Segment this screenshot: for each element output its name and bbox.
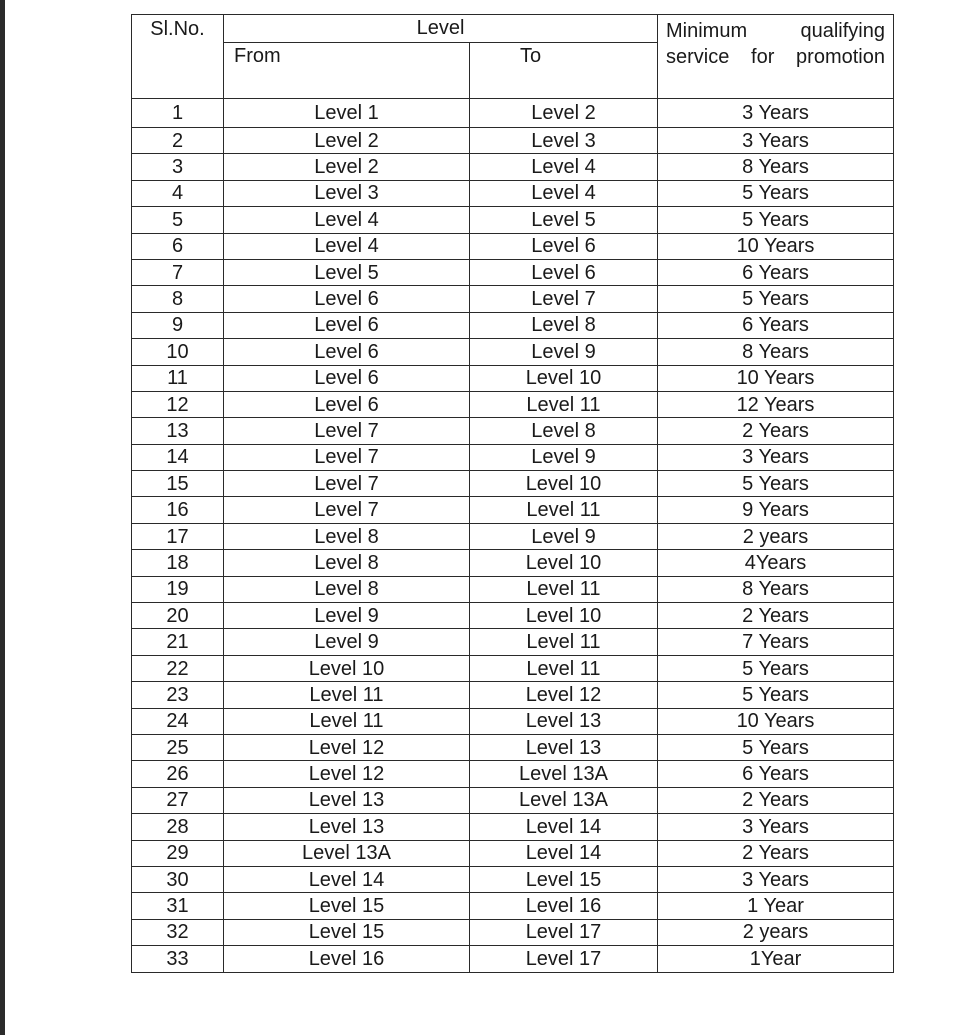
table-row — [132, 761, 894, 787]
table-row — [132, 919, 894, 945]
header-min-service — [658, 15, 894, 99]
cell-sl-no: 21 — [132, 629, 224, 655]
cell-from-level: Level 7 — [224, 497, 470, 523]
table-row — [132, 814, 894, 840]
promotion-table — [131, 14, 894, 973]
table-body — [132, 99, 894, 973]
cell-min-service: 5 Years — [658, 207, 894, 233]
cell-sl-no: 18 — [132, 550, 224, 576]
cell-from-level: Level 5 — [224, 259, 470, 285]
cell-from-level: Level 14 — [224, 866, 470, 892]
cell-from-level: Level 9 — [224, 629, 470, 655]
cell-min-service: 10 Years — [658, 708, 894, 734]
cell-sl-no: 7 — [132, 259, 224, 285]
cell-to-level: Level 14 — [470, 840, 658, 866]
cell-to-level: Level 16 — [470, 893, 658, 919]
table-row — [132, 893, 894, 919]
cell-min-service: 2 Years — [658, 787, 894, 813]
page-left-edge — [0, 0, 5, 1035]
cell-min-service: 4Years — [658, 550, 894, 576]
cell-from-level: Level 3 — [224, 180, 470, 206]
cell-sl-no: 14 — [132, 444, 224, 470]
cell-sl-no: 11 — [132, 365, 224, 391]
table-row — [132, 286, 894, 312]
cell-to-level: Level 13A — [470, 787, 658, 813]
table-row — [132, 233, 894, 259]
table-row — [132, 603, 894, 629]
cell-sl-no: 1 — [132, 99, 224, 128]
cell-min-service: 2 years — [658, 523, 894, 549]
table-row — [132, 444, 894, 470]
cell-from-level: Level 2 — [224, 154, 470, 180]
cell-to-level: Level 10 — [470, 365, 658, 391]
table-row — [132, 550, 894, 576]
cell-min-service: 5 Years — [658, 286, 894, 312]
table-row — [132, 734, 894, 760]
cell-to-level: Level 10 — [470, 603, 658, 629]
cell-min-service: 3 Years — [658, 814, 894, 840]
header-level: Level — [224, 15, 658, 43]
cell-from-level: Level 13 — [224, 814, 470, 840]
cell-to-level: Level 3 — [470, 128, 658, 154]
cell-min-service: 8 Years — [658, 576, 894, 602]
cell-min-service: 5 Years — [658, 734, 894, 760]
cell-from-level: Level 9 — [224, 603, 470, 629]
cell-sl-no: 22 — [132, 655, 224, 681]
cell-min-service: 1Year — [658, 946, 894, 972]
cell-from-level: Level 16 — [224, 946, 470, 972]
table-row — [132, 180, 894, 206]
cell-from-level: Level 11 — [224, 708, 470, 734]
cell-from-level: Level 12 — [224, 761, 470, 787]
table-row — [132, 576, 894, 602]
cell-to-level: Level 9 — [470, 523, 658, 549]
table-row — [132, 128, 894, 154]
cell-sl-no: 23 — [132, 682, 224, 708]
cell-to-level: Level 9 — [470, 444, 658, 470]
cell-to-level: Level 4 — [470, 154, 658, 180]
cell-sl-no: 29 — [132, 840, 224, 866]
cell-min-service: 5 Years — [658, 682, 894, 708]
cell-from-level: Level 6 — [224, 365, 470, 391]
header-from: From — [224, 43, 470, 99]
cell-from-level: Level 15 — [224, 919, 470, 945]
cell-to-level: Level 10 — [470, 471, 658, 497]
cell-min-service: 10 Years — [658, 365, 894, 391]
cell-to-level: Level 6 — [470, 259, 658, 285]
cell-min-service: 2 Years — [658, 603, 894, 629]
cell-sl-no: 13 — [132, 418, 224, 444]
cell-from-level: Level 7 — [224, 444, 470, 470]
cell-sl-no: 33 — [132, 946, 224, 972]
cell-sl-no: 25 — [132, 734, 224, 760]
cell-sl-no: 17 — [132, 523, 224, 549]
cell-from-level: Level 6 — [224, 339, 470, 365]
cell-sl-no: 10 — [132, 339, 224, 365]
cell-sl-no: 15 — [132, 471, 224, 497]
table-row — [132, 391, 894, 417]
table-row — [132, 866, 894, 892]
cell-min-service: 3 Years — [658, 128, 894, 154]
cell-from-level: Level 13 — [224, 787, 470, 813]
cell-to-level: Level 12 — [470, 682, 658, 708]
table-row — [132, 207, 894, 233]
cell-from-level: Level 1 — [224, 99, 470, 128]
cell-from-level: Level 15 — [224, 893, 470, 919]
cell-to-level: Level 6 — [470, 233, 658, 259]
cell-min-service: 2 Years — [658, 418, 894, 444]
cell-sl-no: 9 — [132, 312, 224, 338]
document-page — [131, 14, 894, 973]
cell-to-level: Level 17 — [470, 919, 658, 945]
table-row — [132, 259, 894, 285]
cell-sl-no: 32 — [132, 919, 224, 945]
cell-sl-no: 31 — [132, 893, 224, 919]
table-row — [132, 99, 894, 128]
cell-to-level: Level 11 — [470, 655, 658, 681]
table-row — [132, 682, 894, 708]
cell-to-level: Level 2 — [470, 99, 658, 128]
cell-to-level: Level 11 — [470, 576, 658, 602]
cell-from-level: Level 11 — [224, 682, 470, 708]
cell-from-level: Level 7 — [224, 418, 470, 444]
cell-to-level: Level 13 — [470, 708, 658, 734]
cell-to-level: Level 8 — [470, 418, 658, 444]
table-row — [132, 787, 894, 813]
cell-to-level: Level 8 — [470, 312, 658, 338]
cell-min-service: 7 Years — [658, 629, 894, 655]
cell-from-level: Level 2 — [224, 128, 470, 154]
cell-min-service: 3 Years — [658, 444, 894, 470]
cell-from-level: Level 8 — [224, 523, 470, 549]
header-min-service-line2: service for promotion — [666, 46, 885, 68]
cell-sl-no: 28 — [132, 814, 224, 840]
header-to: To — [470, 43, 658, 99]
cell-from-level: Level 6 — [224, 312, 470, 338]
cell-sl-no: 27 — [132, 787, 224, 813]
table-row — [132, 840, 894, 866]
cell-min-service: 2 years — [658, 919, 894, 945]
cell-sl-no: 20 — [132, 603, 224, 629]
table-row — [132, 946, 894, 972]
cell-sl-no: 3 — [132, 154, 224, 180]
cell-sl-no: 19 — [132, 576, 224, 602]
cell-from-level: Level 6 — [224, 391, 470, 417]
cell-sl-no: 2 — [132, 128, 224, 154]
cell-sl-no: 4 — [132, 180, 224, 206]
cell-sl-no: 12 — [132, 391, 224, 417]
cell-min-service: 3 Years — [658, 866, 894, 892]
cell-sl-no: 26 — [132, 761, 224, 787]
cell-min-service: 9 Years — [658, 497, 894, 523]
table-row — [132, 708, 894, 734]
table-row — [132, 312, 894, 338]
cell-min-service: 6 Years — [658, 312, 894, 338]
header-min-service-line1: Minimum qualifying — [666, 20, 885, 42]
cell-from-level: Level 13A — [224, 840, 470, 866]
table-row — [132, 365, 894, 391]
cell-to-level: Level 11 — [470, 629, 658, 655]
cell-to-level: Level 11 — [470, 497, 658, 523]
cell-min-service: 3 Years — [658, 99, 894, 128]
cell-to-level: Level 13A — [470, 761, 658, 787]
table-row — [132, 523, 894, 549]
cell-to-level: Level 4 — [470, 180, 658, 206]
table-row — [132, 497, 894, 523]
cell-from-level: Level 8 — [224, 550, 470, 576]
cell-from-level: Level 8 — [224, 576, 470, 602]
cell-from-level: Level 10 — [224, 655, 470, 681]
cell-min-service: 5 Years — [658, 471, 894, 497]
cell-min-service: 8 Years — [658, 339, 894, 365]
cell-from-level: Level 4 — [224, 233, 470, 259]
cell-min-service: 1 Year — [658, 893, 894, 919]
cell-to-level: Level 9 — [470, 339, 658, 365]
table-row — [132, 629, 894, 655]
table-row — [132, 154, 894, 180]
cell-sl-no: 30 — [132, 866, 224, 892]
cell-to-level: Level 14 — [470, 814, 658, 840]
cell-sl-no: 5 — [132, 207, 224, 233]
cell-min-service: 5 Years — [658, 180, 894, 206]
cell-sl-no: 24 — [132, 708, 224, 734]
cell-from-level: Level 6 — [224, 286, 470, 312]
cell-to-level: Level 15 — [470, 866, 658, 892]
cell-sl-no: 16 — [132, 497, 224, 523]
table-row — [132, 471, 894, 497]
table-row — [132, 655, 894, 681]
table-row — [132, 418, 894, 444]
cell-from-level: Level 7 — [224, 471, 470, 497]
cell-to-level: Level 5 — [470, 207, 658, 233]
cell-sl-no: 8 — [132, 286, 224, 312]
cell-to-level: Level 13 — [470, 734, 658, 760]
cell-min-service: 5 Years — [658, 655, 894, 681]
cell-to-level: Level 17 — [470, 946, 658, 972]
cell-min-service: 10 Years — [658, 233, 894, 259]
table-header — [132, 15, 894, 99]
cell-sl-no: 6 — [132, 233, 224, 259]
cell-to-level: Level 7 — [470, 286, 658, 312]
cell-min-service: 12 Years — [658, 391, 894, 417]
cell-min-service: 2 Years — [658, 840, 894, 866]
cell-min-service: 8 Years — [658, 154, 894, 180]
cell-to-level: Level 11 — [470, 391, 658, 417]
header-sl-no: Sl.No. — [132, 15, 224, 99]
cell-min-service: 6 Years — [658, 259, 894, 285]
cell-from-level: Level 12 — [224, 734, 470, 760]
cell-min-service: 6 Years — [658, 761, 894, 787]
cell-to-level: Level 10 — [470, 550, 658, 576]
table-row — [132, 339, 894, 365]
cell-from-level: Level 4 — [224, 207, 470, 233]
